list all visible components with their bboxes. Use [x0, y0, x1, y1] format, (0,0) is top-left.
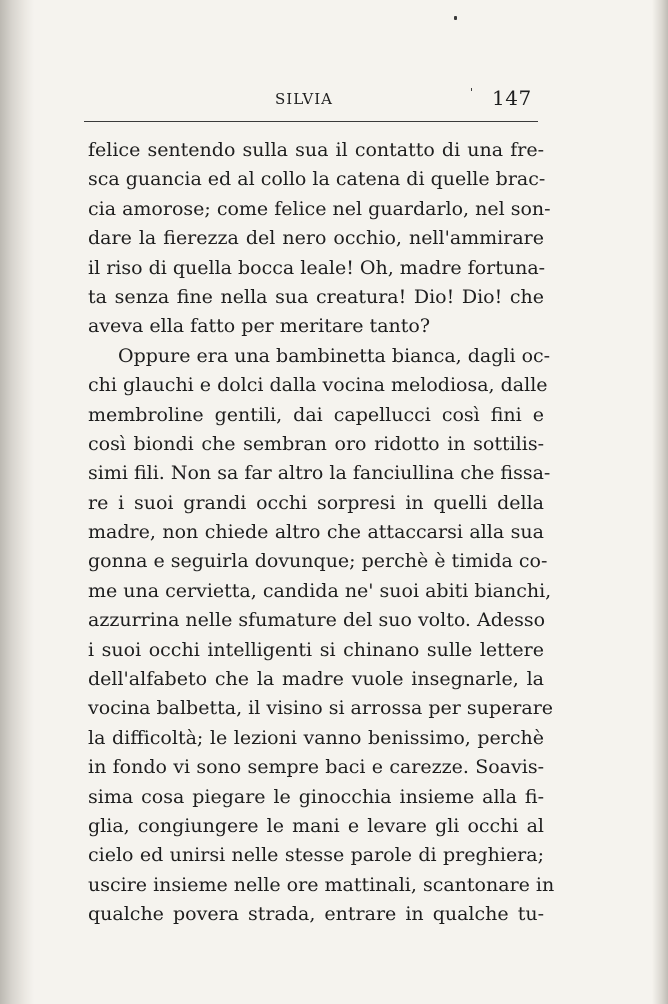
text-line: così biondi che sembran oro ridotto in sottilis-: [88, 432, 544, 455]
text-line: cia amorose; come felice nel guardarlo, nel son-: [88, 197, 551, 220]
text-line: sima cosa piegare le ginocchia insieme alla fi-: [88, 785, 544, 808]
text-line: dare la fierezza del nero occhio, nell'ammirare: [88, 227, 544, 250]
page-number: 147: [492, 86, 532, 110]
header-rule: [84, 121, 538, 122]
text-line: re i suoi grandi occhi sorpresi in quelli della: [88, 491, 544, 514]
text-line: in fondo vi sono sempre baci e carezze. Soavis-: [88, 756, 544, 779]
text-line: uscire insieme nelle ore mattinali, scantonare in: [88, 873, 555, 896]
folio-mark: ': [470, 86, 474, 99]
text-line: gonna e seguirla dovunque; perchè è timida co-: [88, 550, 548, 573]
running-head: [84, 86, 540, 116]
text-line: madre, non chiede altro che attaccarsi alla sua: [88, 521, 544, 544]
text-line: chi glauchi e dolci dalla vocina melodiosa, dalle: [88, 374, 548, 397]
ink-speck: [454, 16, 457, 20]
text-line: il riso di quella bocca leale! Oh, madre fortuna-: [88, 256, 546, 279]
text-line: felice sentendo sulla sua il contatto di una fre-: [88, 139, 544, 161]
page-edge-shadow: [652, 0, 668, 1004]
page-gutter-shadow: [0, 0, 34, 1004]
text-line: simi fili. Non sa far altro la fanciullina che fissa-: [88, 462, 551, 485]
text-line: membroline gentili, dai capellucci così fini e: [88, 403, 544, 426]
text-line: la difficoltà; le lezioni vanno benissimo, perchè: [88, 726, 544, 749]
text-line: cielo ed unirsi nelle stesse parole di preghiera;: [88, 844, 544, 867]
text-line: glia, congiungere le mani e levare gli occhi al: [88, 814, 544, 837]
text-line: azzurrina nelle sfumature del suo volto. Adesso: [88, 609, 546, 632]
text-line: aveva ella fatto per meritare tanto?: [88, 315, 431, 338]
text-line: dell'alfabeto che la madre vuole insegnarle, la: [88, 668, 544, 691]
text-line: i suoi occhi intelligenti si chinano sulle lettere: [88, 638, 544, 661]
text-line: vocina balbetta, il visino si arrossa per superare: [88, 697, 554, 720]
text-line: qualche povera strada, entrare in qualche tu-: [88, 903, 544, 926]
body-text: [88, 136, 555, 930]
text-line: sca guancia ed al collo la catena di quelle brac-: [88, 168, 546, 191]
text-line: ta senza fine nella sua creatura! Dio! Dio! che: [88, 285, 544, 308]
section-title: SILVIA: [275, 90, 333, 108]
text-line-paragraph-start: Oppure era una bambinetta bianca, dagli oc-: [118, 344, 551, 367]
text-line: me una cervietta, candida ne' suoi abiti bianchi,: [88, 579, 552, 602]
